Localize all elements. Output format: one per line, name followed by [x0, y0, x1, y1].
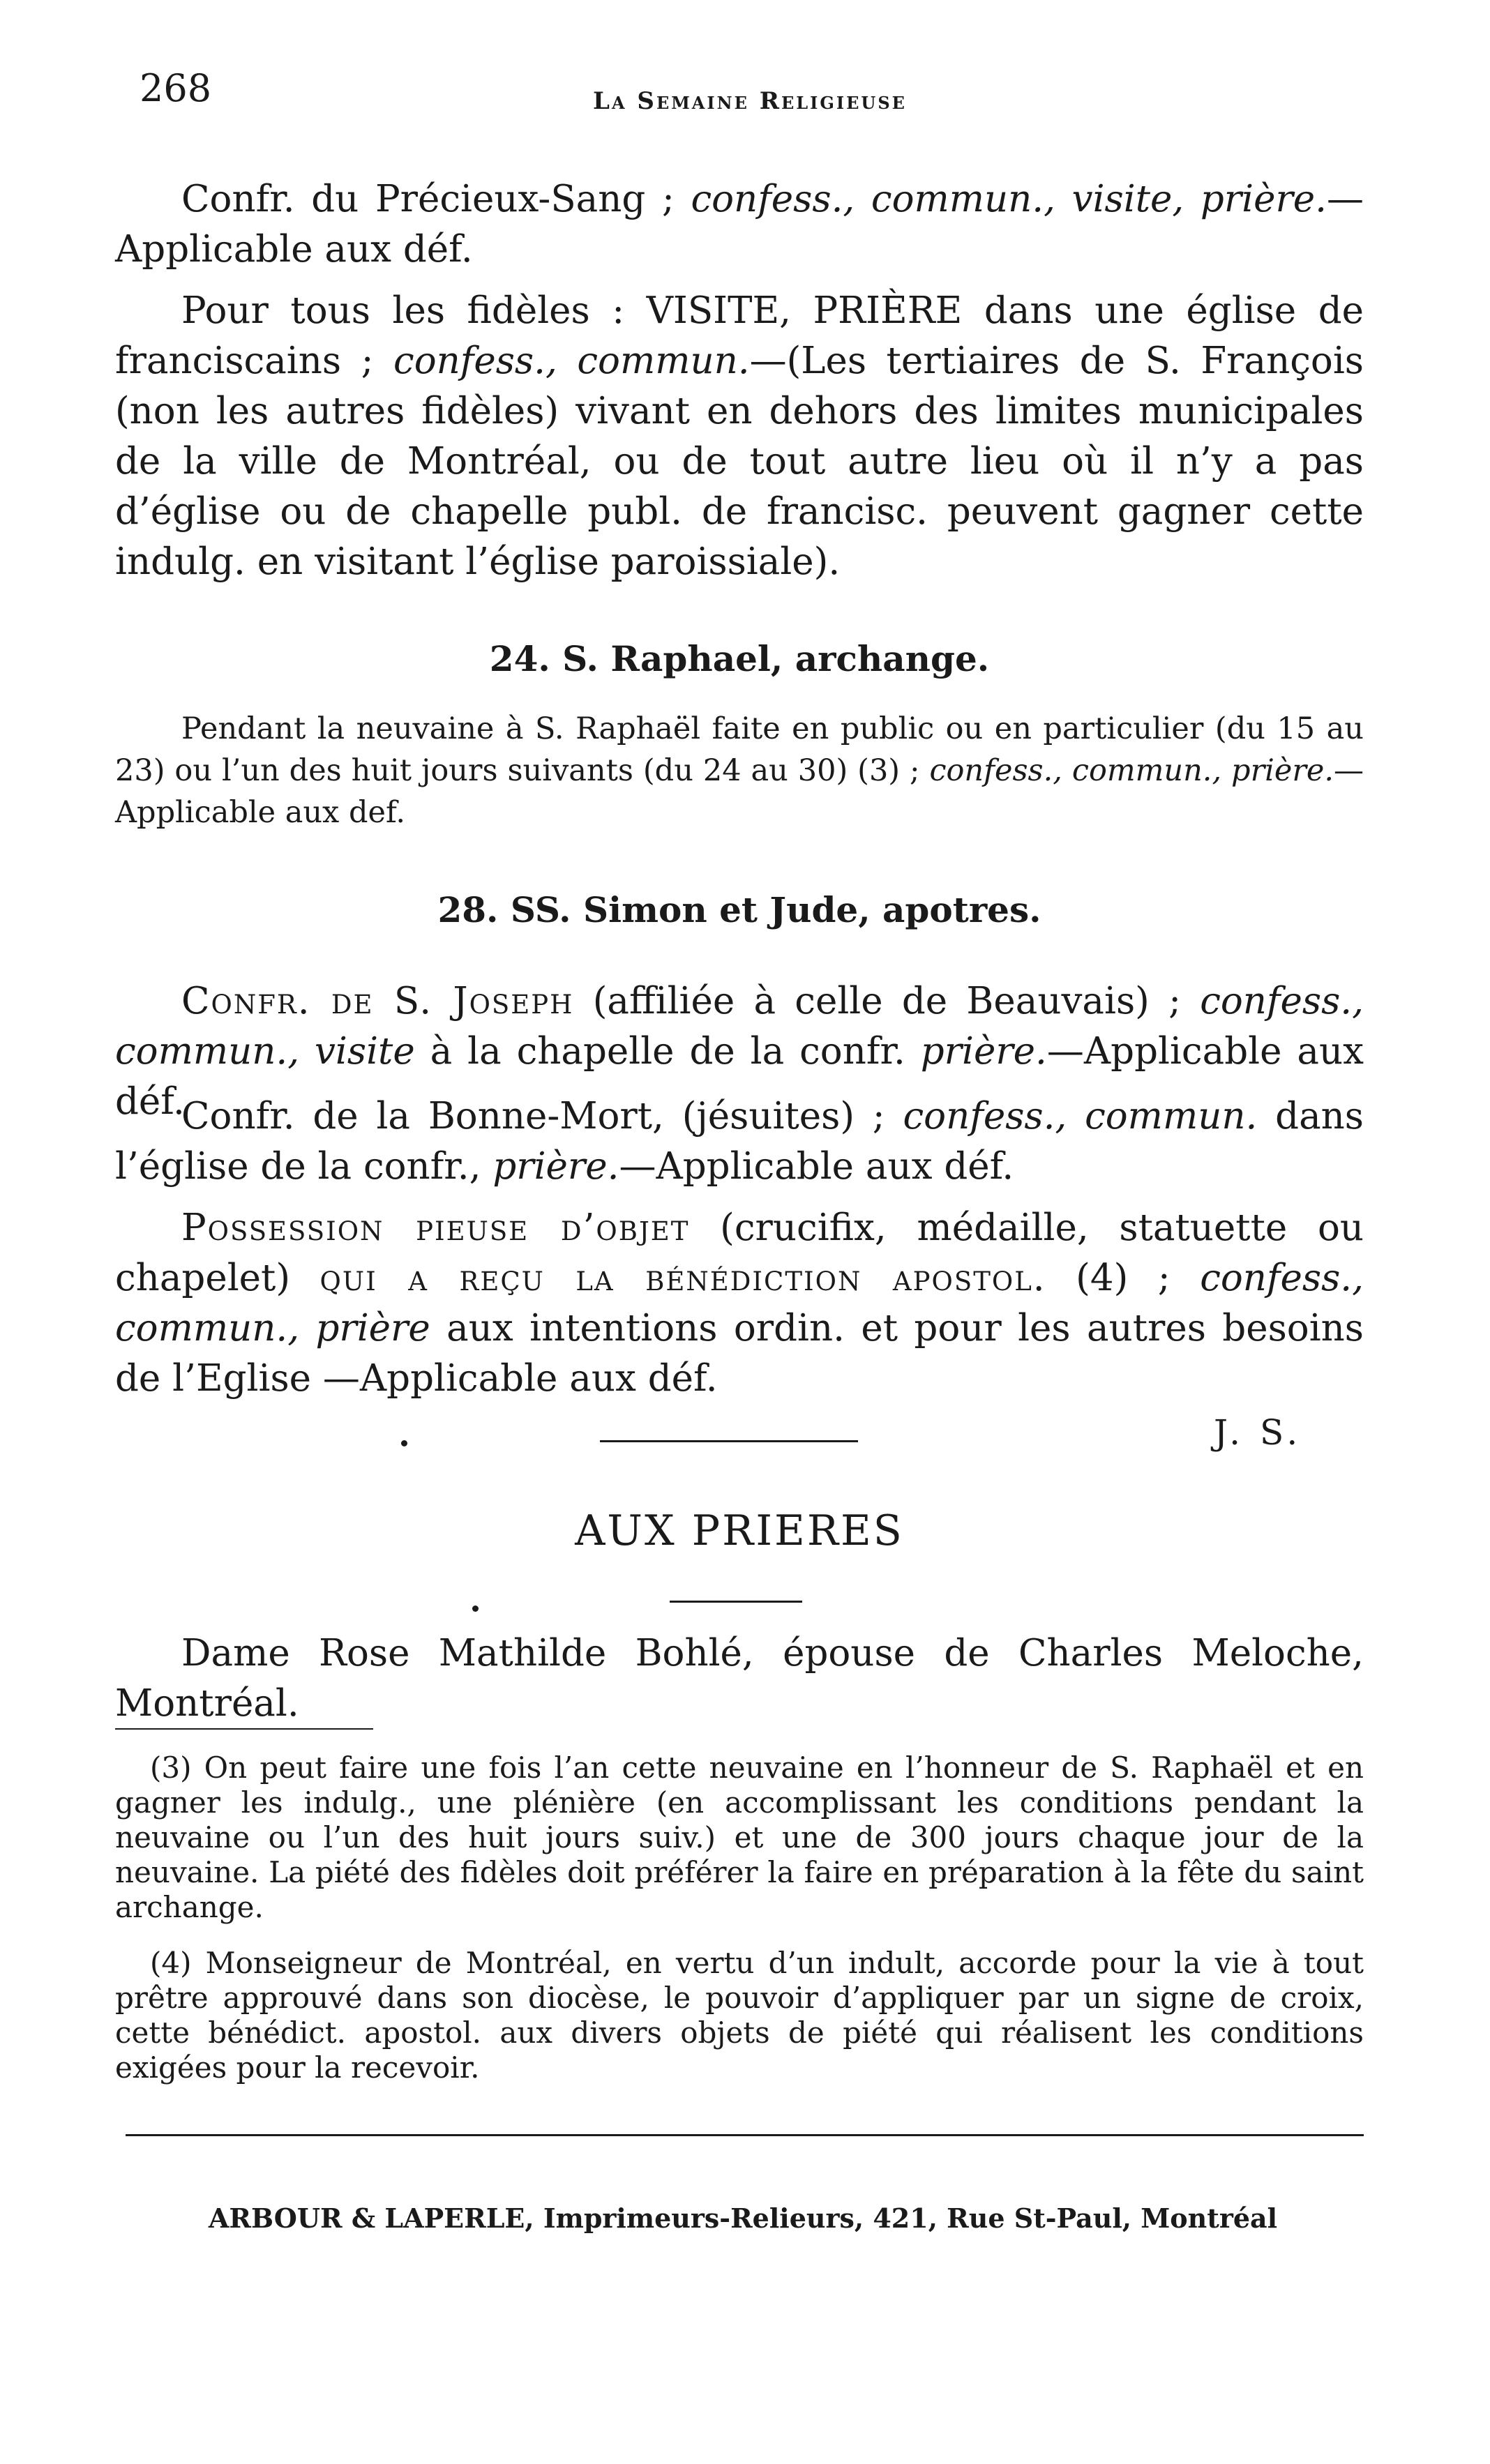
prayers-divider [670, 1601, 802, 1603]
journal-title: La Semaine Religieuse [593, 87, 907, 115]
bullet-mark [401, 1440, 407, 1446]
entry-conditions: confess., commun., visite [115, 980, 1364, 1073]
feast-heading-simon-jude: 28. SS. Simon et Jude, apotres. [437, 889, 1041, 930]
entry-label: Confr. du Précieux-Sang ; [181, 178, 691, 220]
entry-raphael [115, 708, 1364, 833]
entry-text: aux intentions ordin. et pour les autres besoins de l’Eglise —Applicable aux déf. [115, 1307, 1364, 1400]
entry-label: Confr. de la Bonne-Mort, (jésuites) ; [181, 1095, 903, 1137]
entry-conditions: confess., commun., prière [115, 1257, 1364, 1350]
page-number: 268 [140, 66, 212, 110]
entry-label: Confr. de S. Joseph [181, 980, 574, 1022]
running-head [140, 66, 1360, 136]
entry-applicable: —Applicable aux déf. [115, 178, 1364, 271]
bottom-rule [126, 2134, 1364, 2136]
footnote-3: (3) On peut faire une fois l’an cette neuvaine en l’honneur de S. Raphaël et en gagner les indulg., une plénière (en accomplissant les conditions pendant la neuvaine ou l’un des huit jours suiv.) et une de 300 jours chaque jour de la neuvaine. La piété des fidèles doit préférer la faire en préparation à la fête du saint archange. [115, 1751, 1364, 1924]
entry-text: Pendant la neuvaine à S. Raphaël faite en public ou en particulier (du 15 au 23) ou l’un des huit jours suivants (du 24 au 30) (3) ; [115, 711, 1364, 788]
entry-conditions: confess., commun. [903, 1095, 1258, 1137]
prayers-title: AUX PRIERES [575, 1506, 904, 1555]
entry-applicable: —Applicable aux déf. [619, 1145, 1014, 1188]
entry-label: Possession pieuse d’objet [181, 1207, 690, 1249]
entry-conditions: confess., commun. [393, 340, 750, 382]
author-signature: J. S. [1214, 1412, 1302, 1453]
entry-applicable: —Applicable aux déf. [115, 1030, 1364, 1123]
entry-conditions: confess., commun., visite, prière. [691, 178, 1327, 220]
entry-applicable: —Applicable aux def. [115, 753, 1364, 830]
entry-text: (crucifix, médaille, statuette ou chapelet) [115, 1207, 1364, 1299]
printer-imprint: ARBOUR & LAPERLE, Imprimeurs-Relieurs, 421, Rue St-Paul, Montréal [208, 2202, 1278, 2234]
footnote-separator [115, 1728, 373, 1730]
footnote-4: (4) Monseigneur de Montréal, en vertu d’un indult, accorde pour la vie à tout prêtre approuvé dans son diocèse, le pouvoir d’appliquer par un signe de croix, cette bénédict. apostol. aux divers objets de piété qui réalisent les conditions exigées pour la recevoir. [115, 1946, 1364, 2085]
feast-heading-raphael: 24. S. Raphael, archange. [489, 638, 990, 679]
entry-tous-fideles [115, 286, 1364, 587]
entry-text: dans l’église de la confr., [115, 1095, 1364, 1188]
prayers-entry: Dame Rose Mathilde Bohlé, épouse de Charles Meloche, Montréal. [115, 1632, 1364, 1725]
entry-conditions: confess., commun., prière. [929, 753, 1334, 788]
entry-text: à la chapelle de la confr. [414, 1030, 921, 1073]
entry-label: qui a reçu la bénédiction apostol. [319, 1257, 1046, 1299]
entry-possession [115, 1203, 1364, 1404]
entry-conditions: prière. [920, 1030, 1047, 1073]
entry-text: (affiliée à celle de Beauvais) ; [573, 980, 1201, 1022]
entry-text: (4) ; [1046, 1257, 1201, 1299]
entry-text: Pour tous les fidèles : VISITE, PRIÈRE dans une église de franciscains ; [115, 289, 1364, 382]
entry-precieux-sang [115, 174, 1364, 275]
entry-conditions: prière. [492, 1145, 619, 1188]
section-divider [600, 1440, 858, 1442]
entry-bonne-mort [115, 1091, 1364, 1192]
bullet-mark [472, 1605, 479, 1612]
entry-text: —(Les tertiaires de S. François (non les autres fidèles) vivant en dehors des limites municipales de la ville de Montréal, ou de tout autre lieu où il n’y a pas d’église ou de chapelle publ. de francisc. peuvent gagner cette indulg. en visitant l’église paroissiale). [115, 340, 1364, 583]
